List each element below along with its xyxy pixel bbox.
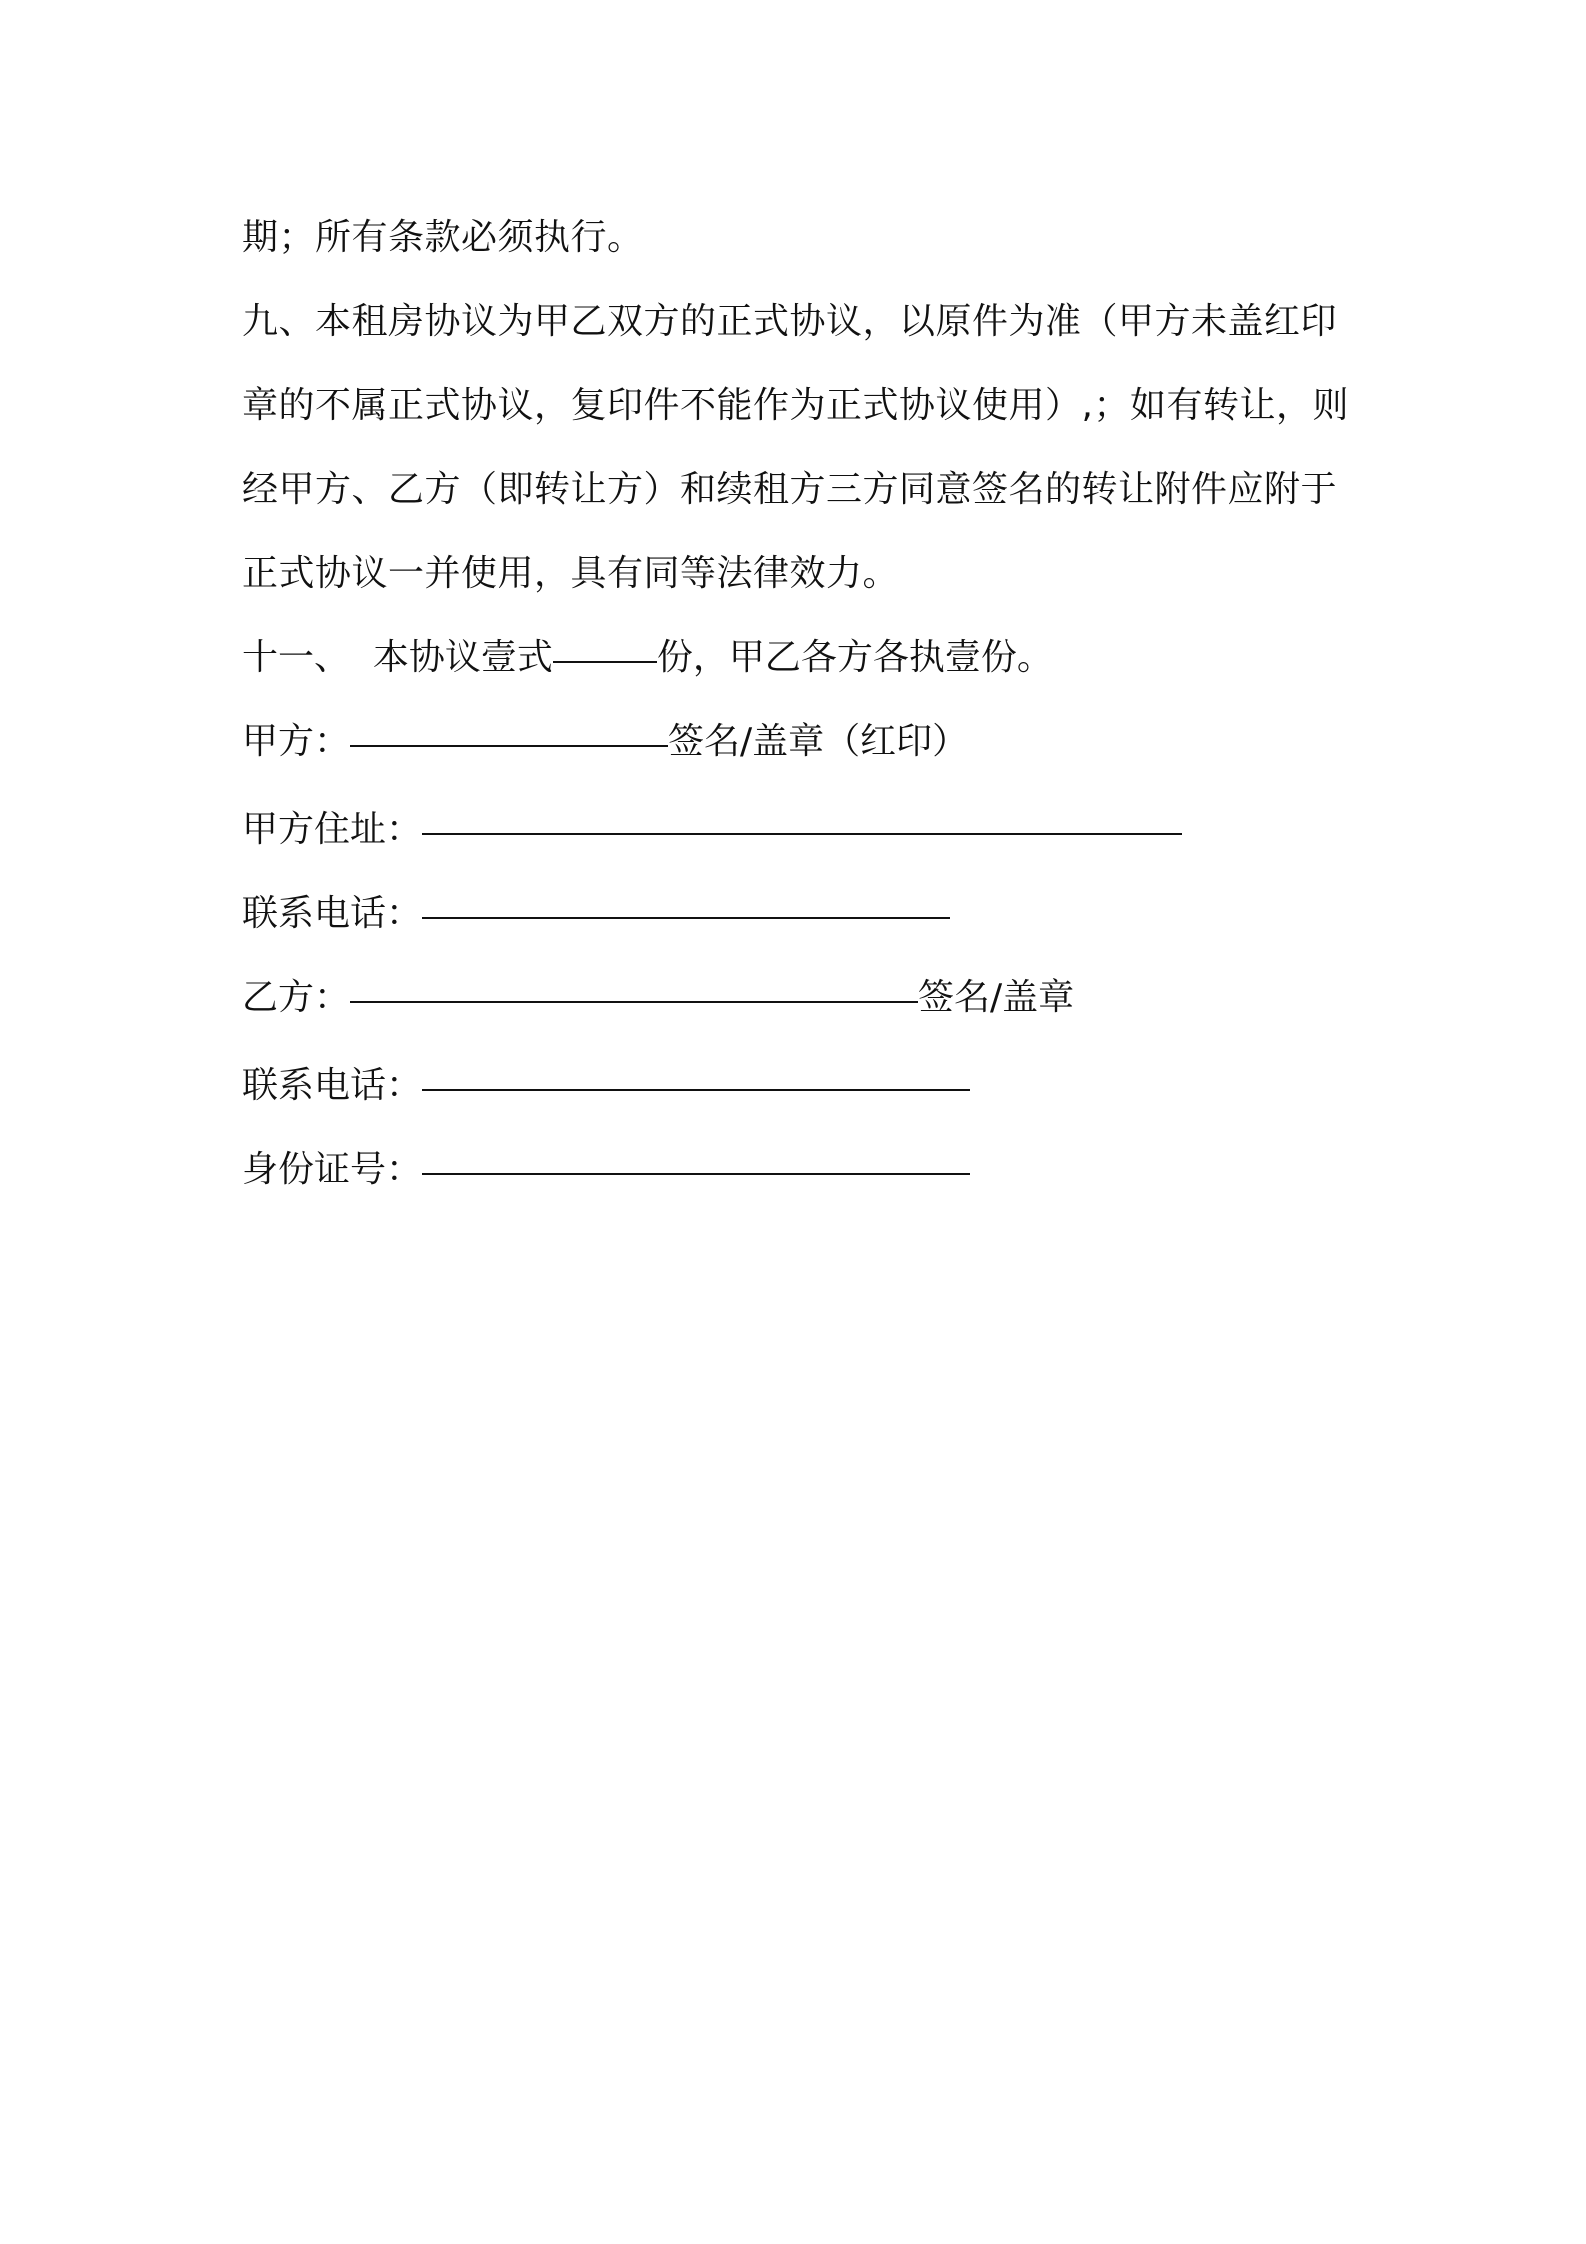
party-a-address-blank[interactable] xyxy=(422,793,1182,835)
clause-11-suffix: 份，甲乙各方各执壹份。 xyxy=(656,637,1053,678)
clause-9-line-2: 章的不属正式协议，复印件不能作为正式协议使用）,；如有转让，则 xyxy=(242,385,1349,426)
party-a-blank[interactable] xyxy=(350,705,668,747)
party-b-id-row xyxy=(242,1128,1362,1212)
party-b-phone-label: 联系电话： xyxy=(242,1065,423,1106)
party-b-phone-blank[interactable] xyxy=(422,1049,970,1091)
party-b-blank[interactable] xyxy=(350,961,918,1003)
party-a-label: 甲方： xyxy=(242,721,351,762)
party-b-label: 乙方： xyxy=(242,977,351,1018)
party-a-phone-label: 联系电话： xyxy=(242,893,423,934)
party-a-sign-note: 签名/盖章（红印） xyxy=(668,721,969,762)
continued-clause-line: 期；所有条款必须执行。 xyxy=(242,217,644,258)
clause-11 xyxy=(242,616,1362,700)
copies-blank[interactable] xyxy=(553,621,657,663)
party-b-id-label: 身份证号： xyxy=(242,1149,423,1190)
party-b-row xyxy=(242,956,1362,1040)
clause-9-line-4: 正式协议一并使用，具有同等法律效力。 xyxy=(242,553,900,594)
party-b-id-blank[interactable] xyxy=(422,1133,970,1175)
clause-9-line-1: 九、本租房协议为甲乙双方的正式协议，以原件为准（甲方未盖红印 xyxy=(242,301,1338,342)
clause-11-prefix: 十一、 本协议壹式 xyxy=(242,637,553,678)
party-b-phone-row xyxy=(242,1044,1362,1128)
party-b-sign-note: 签名/盖章 xyxy=(918,977,1075,1018)
document-body xyxy=(242,196,1362,1212)
party-a-row xyxy=(242,700,1362,784)
party-a-address-label: 甲方住址： xyxy=(242,809,423,850)
party-a-phone-blank[interactable] xyxy=(422,877,950,919)
clause-9-line-3: 经甲方、乙方（即转让方）和续租方三方同意签名的转让附件应附于 xyxy=(242,469,1338,510)
party-a-phone-row xyxy=(242,872,1362,956)
party-a-address-row xyxy=(242,788,1362,872)
